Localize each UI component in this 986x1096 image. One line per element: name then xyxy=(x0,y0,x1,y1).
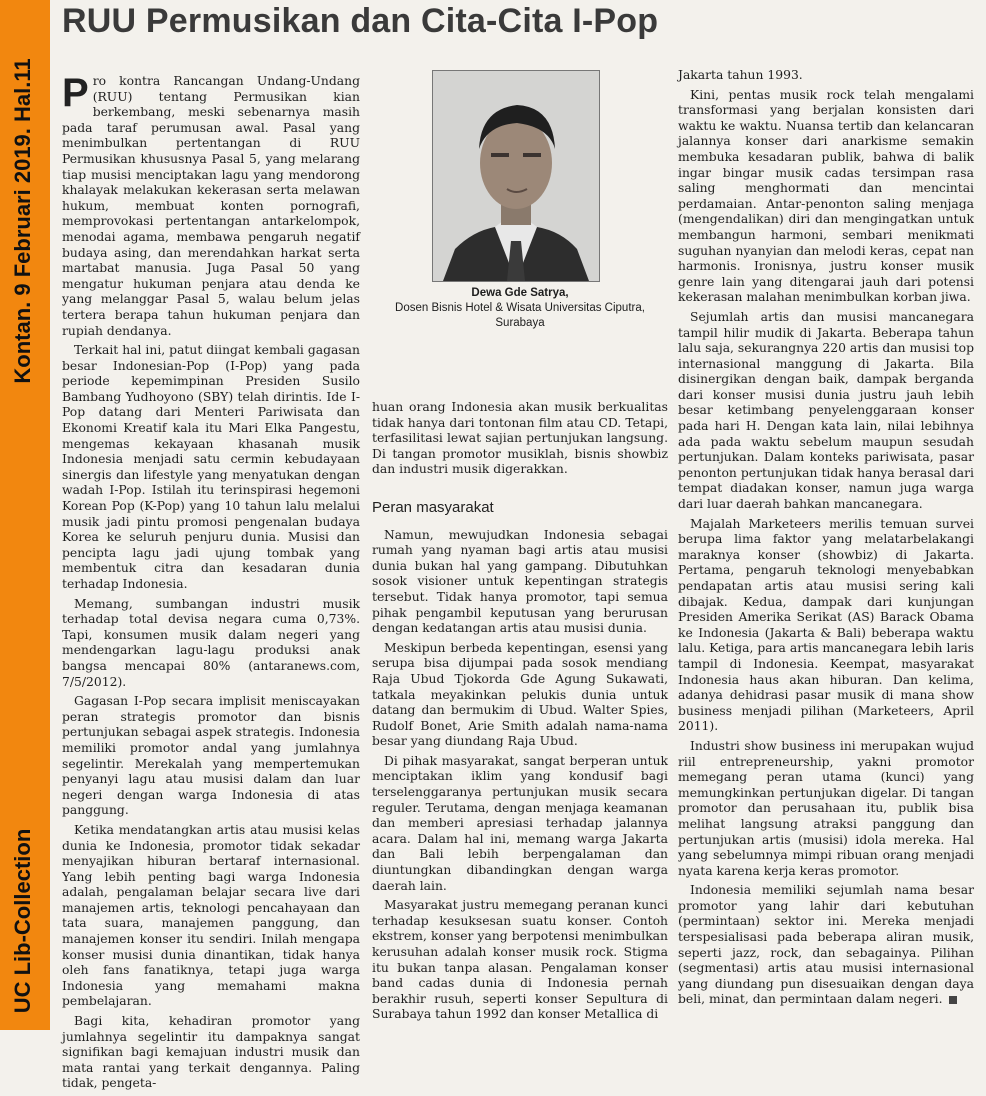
paragraph: Industri show business ini merupakan wujud riil entrepreneurship, yakni promotor memegang peran utama (kunci) yang memungkinkan pertunjukan digelar. Di tangan promotor dan perusahaan itu, publik bisa melihat langsung atraksi panggung dan pertunjukan artis (musisi) idola mereka. Hal yang sebelumnya mimpi ribuan orang menjadi nyata karena kerja keras promotor. xyxy=(678,738,974,878)
paragraph: Kini, pentas musik rock telah mengalami transformasi yang berjalan konsisten dari waktu ke waktu. Nuansa tertib dan kelancaran jalannya konser dari anarkisme semakin membuka kesadaran publik, bahwa di balik ingar bingar musik cadas tersimpan rasa saling menghormati dan mencintai perdamaian. Antar-penonton saling menjaga (mengendalikan) diri dan mengingatkan untuk membangun harmoni, sembari menikmati suguhan nyanyian dan melodi keras, cepat nan harmonis. Ironisnya, justru konser musik genre lain yang ditengarai jauh dari potensi kekerasan malahan menimbulkan korban jiwa. xyxy=(678,87,974,305)
paragraph xyxy=(678,883,974,1008)
paragraph: Terkait hal ini, patut diingat kembali gagasan besar Indonesian-Pop (I-Pop) yang pada periode kepemimpinan Presiden Susilo Bambang Yudhoyono (SBY) telah dirintis. Ide I-Pop datang dari Menteri Pariwisata dan Ekonomi Kreatif kala itu Mari Elka Pangestu, mengemas kekayaan khasanah musik Indonesia menjadi satu cermin kebudayaan sinergis dan lifestyle yang menyatukan dengan wadah I-Pop. Istilah itu terinspirasi hegemoni Korean Pop (K-Pop) yang 10 tahun lalu melalui musik jadi pintu promosi pengenalan budaya Korea ke seluruh penjuru dunia. Musisi dan pencipta lagu jadi ujung tombak yang membentuk citra dan kesadaran dunia terhadap Indonesia. xyxy=(62,343,360,591)
paragraph: Bagi kita, kehadiran promotor yang jumlahnya segelintir itu dampaknya sangat signifikan bagi kemajuan industri musik dan mata rantai yang terkait dengannya. Paling tidak, pengeta- xyxy=(62,1014,360,1091)
collection-label: UC Lib-Collection xyxy=(10,828,35,1014)
author-city: Surabaya xyxy=(495,317,545,329)
author-affiliation: Dosen Bisnis Hotel & Wisata Universitas Ciputra, xyxy=(395,302,645,314)
paragraph: Namun, mewujudkan Indonesia sebagai rumah yang nyaman bagi artis atau musisi dunia bukan hal yang gampang. Dibutuhkan sosok visioner untuk kepentingan strategis tersebut. Tidak hanya promotor, tapi semua pihak pengambil keputusan yang berurusan dengan kedatangan artis atau musisi dunia. xyxy=(372,527,668,636)
paragraph xyxy=(62,71,360,339)
paragraph: Di pihak masyarakat, sangat berperan untuk menciptakan iklim yang kondusif bagi terselenggaranya pertunjukan musik secara reguler. Terutama, dengan menjaga keamanan dan memberi apresiasi terhadap jalannya acara. Dalam hal ini, memang warga Jakarta dan Bali lebih berpengalaman dan diuntungkan dibandingkan dengan warga daerah lain. xyxy=(372,753,668,893)
archive-sidebar xyxy=(0,0,50,1030)
paragraph: Gagasan I-Pop secara implisit meniscayakan peran strategis promotor dan bisnis pertunjukan sebagai aspek strategis. Indonesia memiliki promotor andal yang jumlahnya segelintir. Merekalah yang mempertemukan penyanyi lagu atau musisi dalam dan luar negeri dengan warga Indonesia di atas panggung. xyxy=(62,694,360,818)
paragraph: Sejumlah artis dan musisi mancanegara tampil hilir mudik di Jakarta. Beberapa tahun lalu saja, sekurangnya 220 artis dan musisi top internasional manggung di Jakarta. Bila disinergikan dengan baik, dampak berganda dari konser musisi dunia justru jauh lebih besar ketimbang penyelenggaraan konser pada hari H. Dengan kata lain, nilai lebihnya ada pada waktu sebelum maupun sesudah pertunjukan. Dalam konteks pariwisata, pasar penonton pertunjukan tidak hanya berasal dari tempat diadakan konser, namun juga warga dari luar daerah bahkan mancanegara. xyxy=(678,309,974,512)
author-portrait-image xyxy=(433,71,599,281)
paragraph: Ketika mendatangkan artis atau musisi kelas dunia ke Indonesia, promotor tidak sekadar menyajikan hiburan bertaraf internasional. Yang lebih penting bagi warga Indonesia adalah, pengalaman belajar secara live dari manajemen artis, teknologi pencahayaan dan tata suara, manajemen panggung, dan manajemen konser itu sendiri. Inilah mengapa konser musisi dunia dinantikan, tidak hanya oleh fans fanatiknya, tetapi juga warga Indonesia yang memahami makna pembelajaran. xyxy=(62,822,360,1009)
drop-cap: P xyxy=(62,71,89,115)
paragraph: Masyarakat justru memegang peranan kunci terhadap kesuksesan suatu konser. Contoh ekstrem, konser yang berpotensi menimbulkan kerusuhan adalah konser musik rock. Stigma itu bukan tanpa alasan. Pengalaman konser band cadas dunia di Indonesia pernah berakhir rusuh, seperti konser Sepultura di Surabaya tahun 1992 dan konser Metallica di xyxy=(372,898,668,1022)
paragraph: huan orang Indonesia akan musik berkualitas tidak hanya dari tontonan film atau CD. Tetapi, terfasilitasi lewat sajian pertunjukan langsung. Di tangan promotor musiklah, bisnis showbiz dan industri musik digerakkan. xyxy=(372,400,668,477)
paragraph: Meskipun berbeda kepentingan, esensi yang serupa bisa dijumpai pada sosok mendiang Raja Ubud Tjokorda Gde Agung Sukawati, tatkala meyakinkan pelukis dunia untuk datang dan bermukim di Ubud. Walter Spies, Rudolf Bonet, Arie Smith adalah nama-nama besar yang diundang Raja Ubud. xyxy=(372,640,668,749)
paragraph: Memang, sumbangan industri musik terhadap total devisa negara cuma 0,73%. Tapi, konsumen musik dalam negeri yang mendengarkan lagu-lagu produksi anak bangsa mencapai 80% (antaranews.com, 7/5/2012). xyxy=(62,596,360,689)
end-mark-icon xyxy=(949,996,957,1004)
paragraph-text: Indonesia memiliki sejumlah nama besar promotor yang lahir dari kebutuhan (permintaan) sektor ini. Mereka menjadi terspesialisasi pada beberapa aliran musik, seperti jazz, rock, dan sebagainya. Pilihan (segmentasi) artis atau musisi internasional yang diundang pun disesuaikan dengan daya beli, minat, dan permintaan dalam negeri. xyxy=(678,883,974,1007)
author-caption xyxy=(372,286,668,331)
author-name: Dewa Gde Satrya, xyxy=(471,287,569,299)
paragraph-text: ro kontra Rancangan Undang-Undang (RUU) tentang Permusikan kian berkembang, meski sebenarnya masih pada taraf perumusan awal. Pasal yang menimbulkan pertentangan di RUU Permusikan khususnya Pasal 5, yang melarang tiap musisi menciptakan lagu yang mendorong khalayak melakukan kekerasan serta melawan hukum, membuat konten pornografi, memprovokasi pertentangan antarkelompok, menodai agama, membawa pengaruh negatif budaya asing, dan merendahkan harkat serta martabat manusia. Juga Pasal 50 yang mengatur hukuman penjara atau denda ke yang melanggar Pasal 5, walau belum jelas tertera berapa tahun hukuman penjara dan rupiah dendanya. xyxy=(62,74,360,338)
column-2 xyxy=(372,400,668,1027)
section-subheading: Peran masyarakat xyxy=(372,498,494,516)
paragraph: Majalah Marketeers merilis temuan survei berupa lima faktor yang melatarbelakangi maraknya konser (showbiz) di Jakarta. Pertama, pengaruh teknologi menyebabkan pendapatan artis atau musisi sering kali dibajak. Kedua, dampak dari kunjungan Presiden Amerika Serikat (AS) Barack Obama ke Indonesia (Jakarta & Bali) beberapa waktu lalu. Ketiga, para artis mancanegara lebih laris tampil di Indonesia. Keempat, masyarakat Indonesia haus akan hiburan. Dan kelima, adanya dehidrasi pasar musik di mana show business menjadi pilihan (Marketeers, April 2011). xyxy=(678,516,974,734)
column-3 xyxy=(678,68,974,1012)
column-1 xyxy=(62,71,360,1096)
article-title: RUU Permusikan dan Cita-Cita I-Pop xyxy=(62,2,659,40)
paragraph: Jakarta tahun 1993. xyxy=(678,68,803,82)
source-citation: Kontan. 9 Februari 2019. Hal.11 xyxy=(10,58,35,384)
author-photo xyxy=(432,70,600,282)
